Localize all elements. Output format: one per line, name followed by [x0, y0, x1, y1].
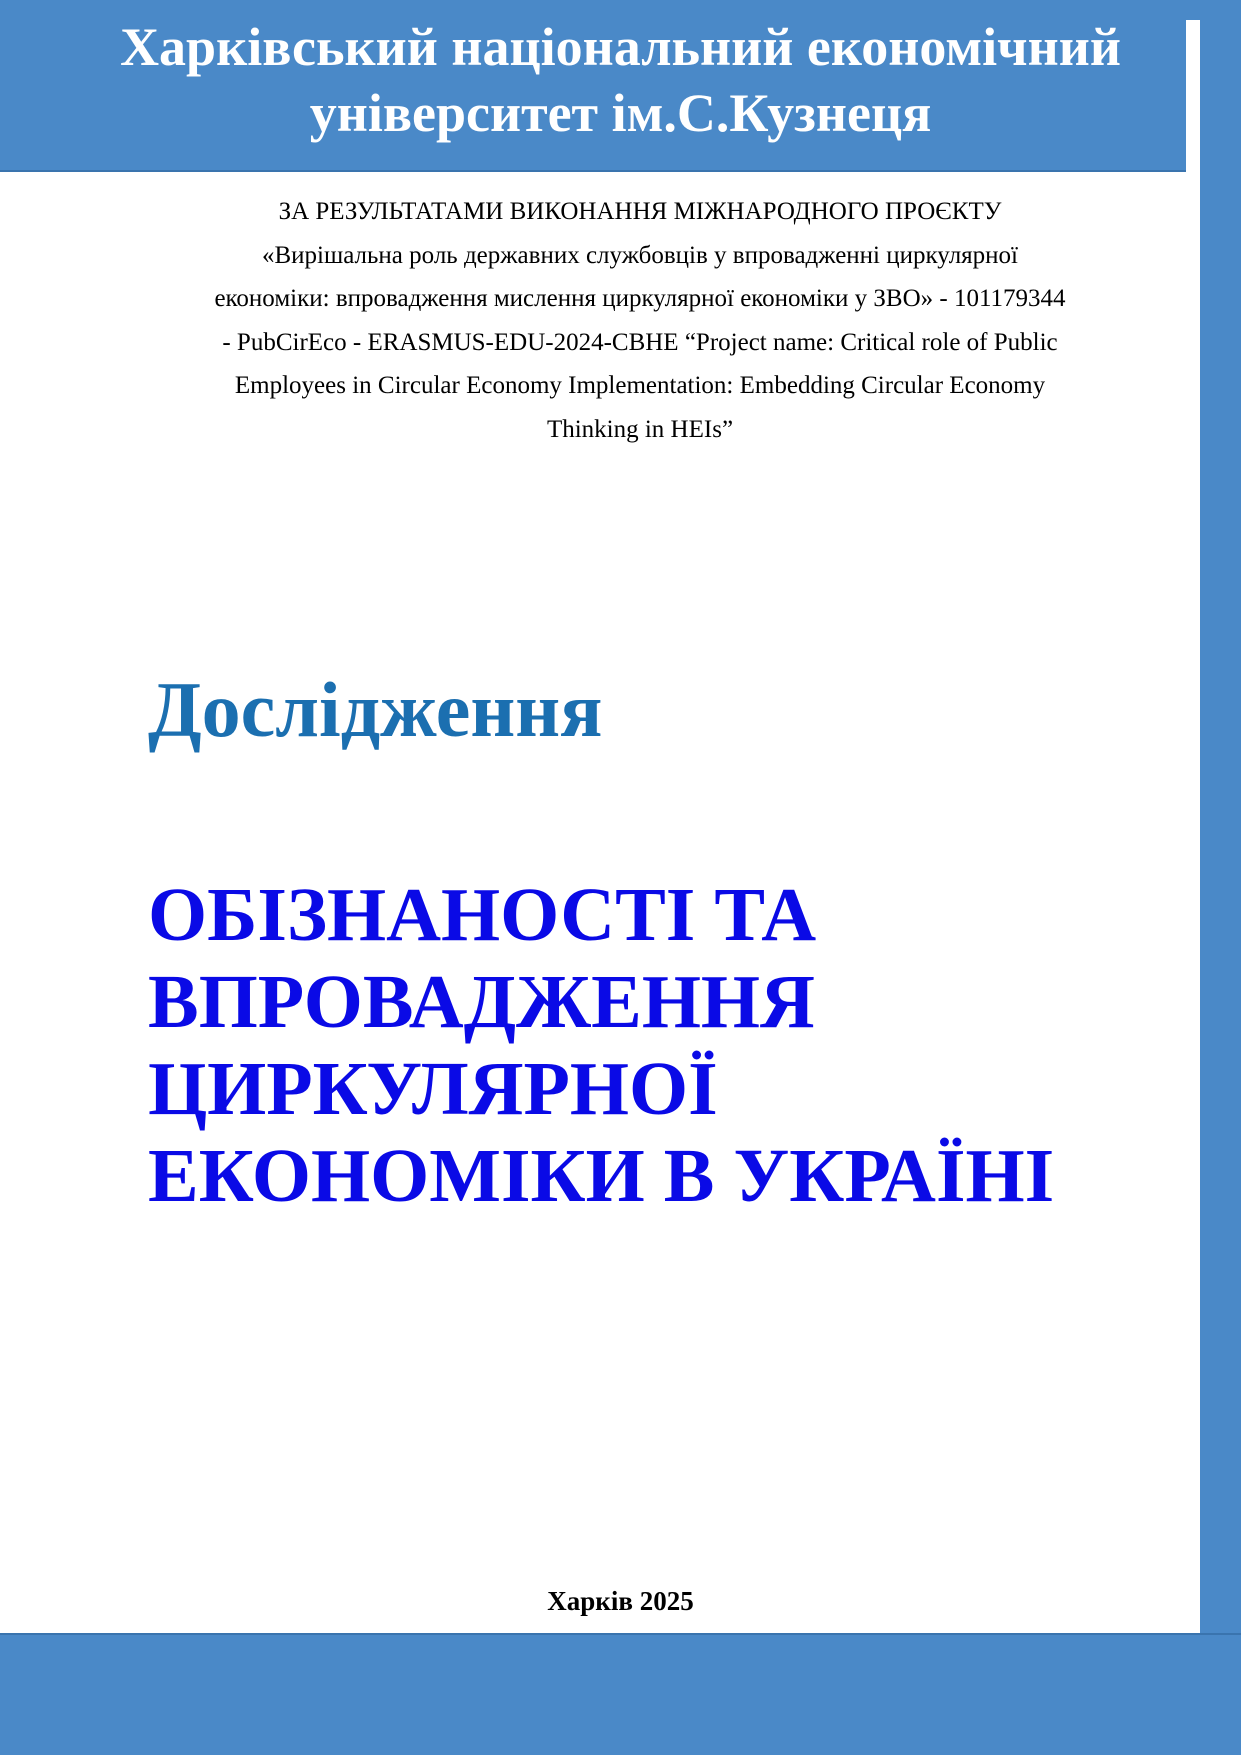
right-decorative-bar — [1198, 0, 1241, 1755]
document-title-line: ВПРОВАДЖЕННЯ — [148, 960, 815, 1044]
project-line: економіки: впровадження мислення циркулярної економіки у ЗВО» - 101179344 — [214, 285, 1066, 312]
document-title — [148, 872, 1148, 1220]
project-line: - PubCirEco - ERASMUS-EDU-2024-CBHE “Project name: Critical role of Public — [222, 328, 1058, 356]
document-title-line: ОБІЗНАНОСТІ ТА — [148, 873, 817, 957]
right-bar-white-stripe — [1186, 20, 1200, 1668]
header-band — [0, 0, 1241, 172]
document-title-line: ЕКОНОМІКИ В УКРАЇНІ — [148, 1134, 1055, 1218]
city-year: Харків 2025 — [547, 1586, 694, 1616]
document-title-line: ЦИРКУЛЯРНОЇ — [148, 1047, 718, 1131]
project-line: Thinking in HEIs” — [546, 415, 734, 443]
project-line: «Вирішальна роль державних службовців у впровадженні циркулярної — [261, 241, 1019, 269]
project-description — [130, 190, 1150, 451]
project-line: Employees in Circular Economy Implementation: Embedding Circular Economy — [234, 372, 1046, 399]
university-name-line-2: університет ім.С.Кузнеця — [309, 83, 932, 143]
research-label: Дослідження — [148, 666, 603, 753]
project-line: ЗА РЕЗУЛЬТАТАМИ ВИКОНАННЯ МІЖНАРОДНОГО ПРОЄКТУ — [278, 198, 1002, 225]
university-name — [0, 14, 1241, 146]
footer-band — [0, 1633, 1241, 1755]
university-name-line-1: Харківський національний економічний — [120, 17, 1121, 77]
